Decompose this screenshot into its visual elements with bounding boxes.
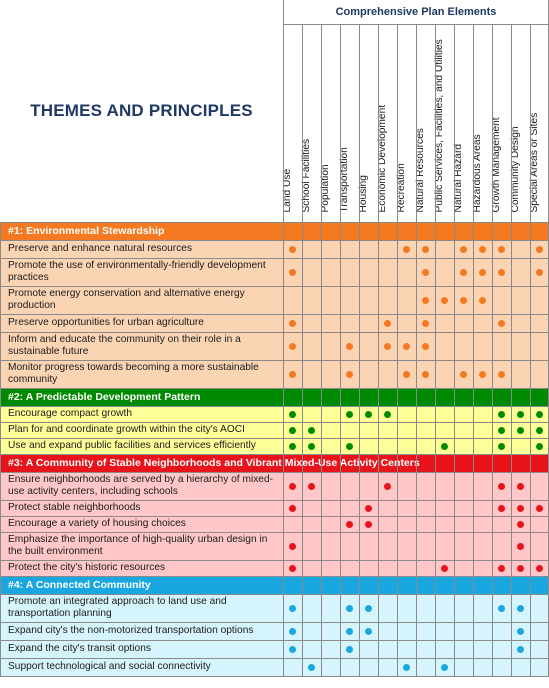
principle-label: Inform and educate the community on their role in a sustainable future	[8, 333, 241, 357]
grid-line	[0, 532, 549, 533]
grid-line	[340, 24, 341, 676]
element-marker-dot	[536, 505, 543, 512]
grid-line	[530, 24, 531, 676]
element-marker-dot	[536, 443, 543, 450]
grid-line	[378, 24, 379, 676]
element-marker-dot	[498, 605, 505, 612]
principle-label: Promote energy conservation and alternative energy production	[8, 287, 245, 311]
principle-label: Use and expand public facilities and services efficiently	[8, 439, 256, 451]
column-header-label: Population	[319, 164, 331, 213]
element-marker-dot	[517, 565, 524, 572]
element-marker-dot	[384, 320, 391, 327]
section-header: #2: A Predictable Development Pattern	[0, 388, 549, 406]
element-marker-dot	[536, 427, 543, 434]
grid-line	[492, 24, 493, 676]
column-header-natural-resources	[416, 24, 435, 222]
element-marker-dot	[479, 371, 486, 378]
grid-line	[416, 24, 417, 676]
element-marker-dot	[517, 628, 524, 635]
element-marker-dot	[365, 628, 372, 635]
element-marker-dot	[289, 605, 296, 612]
element-marker-dot	[498, 565, 505, 572]
principle-label: Ensure neighborhoods are served by a hierarchy of mixed-use activity centers, including schools	[8, 473, 274, 497]
element-marker-dot	[384, 343, 391, 350]
column-header-public-services-facilities-and-utilities	[435, 24, 454, 222]
grid-line	[0, 258, 549, 259]
grid-line	[0, 622, 549, 623]
column-header-growth-management	[492, 24, 511, 222]
section-header: #1: Environmental Stewardship	[0, 222, 549, 240]
grid-line	[0, 222, 549, 223]
principle-label: Encourage a variety of housing choices	[8, 517, 186, 529]
grid-line	[283, 0, 284, 676]
element-marker-dot	[346, 343, 353, 350]
element-marker-dot	[498, 427, 505, 434]
element-marker-dot	[498, 483, 505, 490]
column-header-transportation	[340, 24, 359, 222]
column-header-school-facilities	[302, 24, 321, 222]
element-marker-dot	[346, 443, 353, 450]
grid-line	[0, 454, 549, 455]
principle-label: Protect the city's historic resources	[8, 561, 166, 573]
element-marker-dot	[308, 427, 315, 434]
grid-line	[0, 560, 549, 561]
element-marker-dot	[403, 246, 410, 253]
column-header-community-design	[511, 24, 530, 222]
grid-line	[0, 360, 549, 361]
element-marker-dot	[460, 246, 467, 253]
element-marker-dot	[308, 443, 315, 450]
section-header: #4: A Connected Community	[0, 576, 549, 594]
grid-line	[511, 24, 512, 676]
element-marker-dot	[517, 521, 524, 528]
element-marker-dot	[498, 411, 505, 418]
column-header-special-areas-or-sites	[530, 24, 549, 222]
element-marker-dot	[384, 411, 391, 418]
element-marker-dot	[441, 297, 448, 304]
grid-line	[0, 314, 549, 315]
grid-line	[302, 24, 303, 676]
element-marker-dot	[289, 427, 296, 434]
grid-line	[435, 24, 436, 676]
element-marker-dot	[536, 246, 543, 253]
element-marker-dot	[289, 628, 296, 635]
element-marker-dot	[289, 646, 296, 653]
principle-label: Emphasize the importance of high-quality urban design in the built environment	[8, 533, 268, 557]
element-marker-dot	[346, 411, 353, 418]
element-marker-dot	[517, 543, 524, 550]
element-marker-dot	[308, 664, 315, 671]
column-header-population	[321, 24, 340, 222]
principle-label: Expand the city's transit options	[8, 642, 151, 654]
grid-line	[0, 516, 549, 517]
element-marker-dot	[422, 371, 429, 378]
grid-line	[0, 388, 549, 389]
column-header-housing	[359, 24, 378, 222]
column-header-economic-development	[378, 24, 397, 222]
column-header-label: Recreation	[395, 163, 407, 213]
element-marker-dot	[346, 605, 353, 612]
column-header-label: Community Design	[509, 126, 521, 213]
element-marker-dot	[422, 297, 429, 304]
principle-label: Encourage compact growth	[8, 407, 133, 419]
grid-line	[473, 24, 474, 676]
element-marker-dot	[422, 269, 429, 276]
column-header-label: Housing	[357, 175, 369, 213]
grid-line	[0, 438, 549, 439]
grid-line	[454, 24, 455, 676]
column-header-label: Transportation	[338, 147, 350, 213]
grid-line	[0, 658, 549, 659]
element-marker-dot	[289, 565, 296, 572]
principle-label: Expand city's the non-motorized transportation options	[8, 624, 254, 636]
element-marker-dot	[517, 483, 524, 490]
grid-line	[0, 500, 549, 501]
column-header-label: Special Areas or Sites	[528, 112, 540, 213]
principle-label: Preserve and enhance natural resources	[8, 242, 193, 254]
grid-line	[0, 576, 549, 577]
element-marker-dot	[460, 297, 467, 304]
column-header-label: Hazardous Areas	[471, 134, 483, 213]
element-marker-dot	[346, 628, 353, 635]
column-header-label: Growth Management	[490, 117, 502, 213]
grid-line	[0, 406, 549, 407]
grid-line	[359, 24, 360, 676]
element-marker-dot	[289, 246, 296, 253]
grid-line	[0, 594, 549, 595]
comprehensive-plan-elements-title: Comprehensive Plan Elements	[335, 6, 497, 18]
grid-line	[0, 286, 549, 287]
element-marker-dot	[403, 664, 410, 671]
element-marker-dot	[346, 521, 353, 528]
element-marker-dot	[289, 343, 296, 350]
element-marker-dot	[441, 565, 448, 572]
element-marker-dot	[308, 483, 315, 490]
principle-label: Support technological and social connectivity	[8, 660, 211, 672]
element-marker-dot	[517, 605, 524, 612]
element-marker-dot	[346, 646, 353, 653]
element-marker-dot	[498, 505, 505, 512]
principle-label: Protect stable neighborhoods	[8, 501, 141, 513]
element-marker-dot	[498, 371, 505, 378]
element-marker-dot	[384, 483, 391, 490]
element-marker-dot	[289, 543, 296, 550]
grid-line	[0, 676, 549, 677]
element-marker-dot	[289, 320, 296, 327]
grid-line	[0, 240, 549, 241]
element-marker-dot	[289, 505, 296, 512]
element-marker-dot	[498, 269, 505, 276]
element-marker-dot	[365, 411, 372, 418]
element-marker-dot	[517, 427, 524, 434]
element-marker-dot	[403, 343, 410, 350]
element-marker-dot	[403, 371, 410, 378]
element-marker-dot	[289, 371, 296, 378]
element-marker-dot	[289, 269, 296, 276]
element-marker-dot	[441, 664, 448, 671]
element-marker-dot	[441, 443, 448, 450]
grid-line	[0, 640, 549, 641]
grid-line	[0, 422, 549, 423]
element-marker-dot	[289, 483, 296, 490]
column-header-label: School Facilities	[300, 138, 312, 213]
element-marker-dot	[289, 411, 296, 418]
element-marker-dot	[422, 320, 429, 327]
element-marker-dot	[479, 269, 486, 276]
grid-line	[321, 24, 322, 676]
element-marker-dot	[460, 371, 467, 378]
element-marker-dot	[517, 411, 524, 418]
element-marker-dot	[498, 246, 505, 253]
column-header-hazardous-areas	[473, 24, 492, 222]
grid-line	[397, 24, 398, 676]
element-marker-dot	[536, 565, 543, 572]
element-marker-dot	[517, 505, 524, 512]
element-marker-dot	[365, 605, 372, 612]
column-header-recreation	[397, 24, 416, 222]
principle-label: Promote the use of environmentally-friendly development practices	[8, 259, 266, 283]
element-marker-dot	[517, 646, 524, 653]
principle-label: Preserve opportunities for urban agriculture	[8, 316, 204, 328]
grid-line	[0, 472, 549, 473]
element-marker-dot	[498, 320, 505, 327]
themes-and-principles-title: THEMES AND PRINCIPLES	[30, 101, 253, 120]
element-marker-dot	[498, 443, 505, 450]
grid-line	[0, 222, 1, 676]
column-header-land-use	[283, 24, 302, 222]
column-header-label: Public Services, Facilities, and Utilities	[433, 39, 445, 213]
column-header-label: Natural Hazard	[452, 143, 464, 213]
element-marker-dot	[460, 269, 467, 276]
element-marker-dot	[479, 246, 486, 253]
column-header-label: Natural Resources	[414, 128, 426, 213]
section-header: #3: A Community of Stable Neighborhoods and Vibrant Mixed-Use Activity Centers	[0, 454, 549, 472]
column-header-natural-hazard	[454, 24, 473, 222]
principle-label: Monitor progress towards becoming a more sustainable community	[8, 361, 259, 385]
column-header-label: Economic Development	[376, 104, 388, 213]
element-marker-dot	[365, 505, 372, 512]
element-marker-dot	[422, 246, 429, 253]
element-marker-dot	[536, 269, 543, 276]
element-marker-dot	[536, 411, 543, 418]
element-marker-dot	[289, 443, 296, 450]
element-marker-dot	[346, 371, 353, 378]
element-marker-dot	[365, 521, 372, 528]
column-header-label: Land Use	[281, 168, 293, 213]
element-marker-dot	[479, 297, 486, 304]
element-marker-dot	[422, 343, 429, 350]
grid-line	[0, 332, 549, 333]
principle-label: Promote an integrated approach to land use and transportation planning	[8, 595, 227, 619]
principle-label: Plan for and coordinate growth within the city's AOCI	[8, 423, 245, 435]
